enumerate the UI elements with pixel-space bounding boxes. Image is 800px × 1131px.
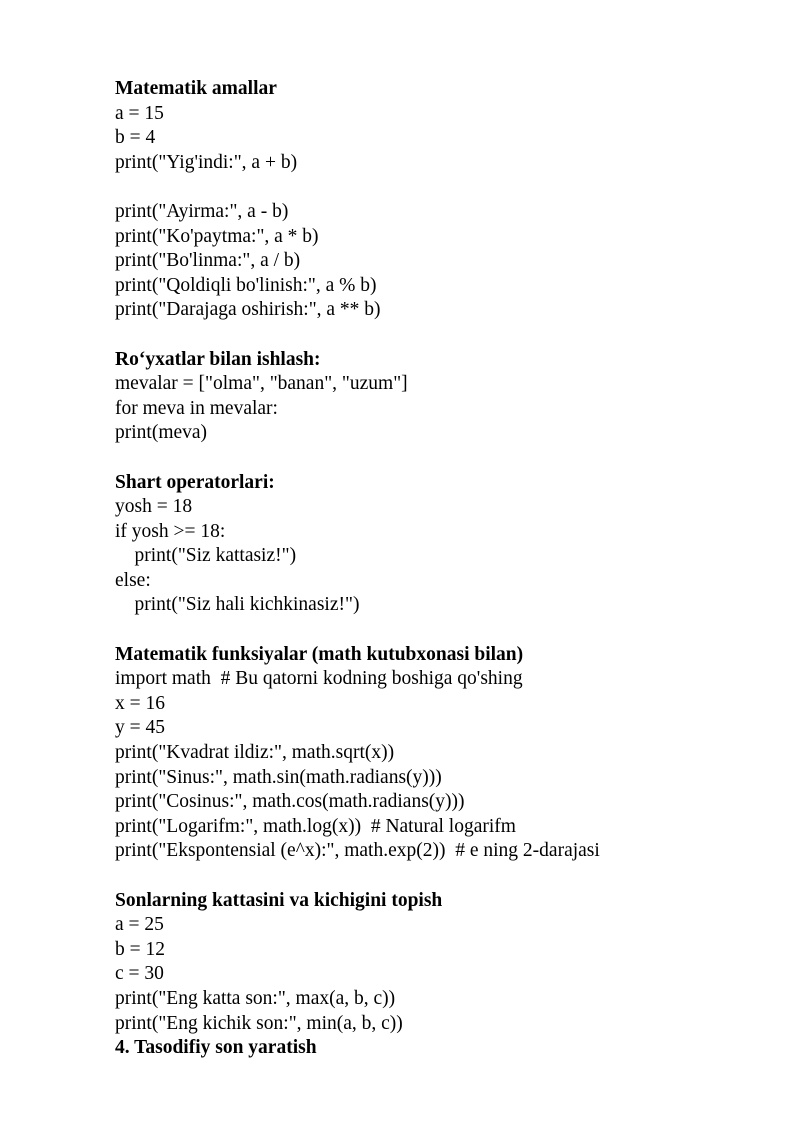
code-line: print("Bo'linma:", a / b) bbox=[115, 250, 301, 272]
code-line: print("Sinus:", math.sin(math.radians(y))) bbox=[115, 766, 442, 788]
code-line: y = 45 bbox=[115, 717, 165, 739]
code-line: print(meva) bbox=[115, 422, 208, 444]
code-line: print("Eng kichik son:", min(a, b, c)) bbox=[115, 1012, 403, 1034]
section-spacer bbox=[115, 323, 775, 348]
section-heading-matematik-funksiyalar: Matematik funksiyalar (math kutubxonasi bilan) bbox=[115, 643, 524, 665]
code-line bbox=[115, 175, 775, 200]
section-heading-sonlarning-kattasi: Sonlarning kattasini va kichigini topish bbox=[115, 889, 443, 911]
document-page bbox=[115, 77, 775, 1061]
code-line: x = 16 bbox=[115, 692, 165, 714]
code-line: print("Logarifm:", math.log(x)) # Natural logarifm bbox=[115, 815, 516, 837]
code-line: print("Eng katta son:", max(a, b, c)) bbox=[115, 987, 396, 1009]
code-line: print("Darajaga oshirish:", a ** b) bbox=[115, 299, 381, 321]
code-line: yosh = 18 bbox=[115, 496, 193, 518]
code-line: print("Siz kattasiz!") bbox=[115, 545, 297, 567]
code-line: if yosh >= 18: bbox=[115, 520, 226, 542]
code-line: c = 30 bbox=[115, 963, 164, 985]
code-line: print("Kvadrat ildiz:", math.sqrt(x)) bbox=[115, 742, 395, 764]
code-line: a = 25 bbox=[115, 914, 164, 936]
code-line: for meva in mevalar: bbox=[115, 397, 278, 419]
section-heading-shart-operatorlari: Shart operatorlari: bbox=[115, 471, 275, 493]
code-line: print("Yig'indi:", a + b) bbox=[115, 151, 298, 173]
section-spacer bbox=[115, 618, 775, 643]
code-line: else: bbox=[115, 569, 151, 591]
code-line: print("Qoldiqli bo'linish:", a % b) bbox=[115, 274, 377, 296]
code-line: mevalar = ["olma", "banan", "uzum"] bbox=[115, 373, 408, 395]
section-spacer bbox=[115, 446, 775, 471]
section-heading-matematik-amallar: Matematik amallar bbox=[115, 78, 277, 99]
code-line: print("Cosinus:", math.cos(math.radians(y))) bbox=[115, 791, 465, 813]
section-heading-royxatlar: Ro‘yxatlar bilan ishlash: bbox=[115, 348, 321, 370]
code-line: print("Ko'paytma:", a * b) bbox=[115, 225, 319, 247]
code-line: print("Ayirma:", a - b) bbox=[115, 200, 289, 222]
section-heading-tasodifiy-son: 4. Tasodifiy son yaratish bbox=[115, 1037, 317, 1059]
section-spacer bbox=[115, 864, 775, 889]
code-line: print("Ekspontensial (e^x):", math.exp(2)) # e ning 2-darajasi bbox=[115, 840, 600, 862]
code-line: import math # Bu qatorni kodning boshiga qo'shing bbox=[115, 668, 523, 690]
code-line: print("Siz hali kichkinasiz!") bbox=[115, 594, 360, 616]
code-line: b = 4 bbox=[115, 127, 156, 149]
code-line: b = 12 bbox=[115, 938, 165, 960]
code-line: a = 15 bbox=[115, 102, 164, 124]
